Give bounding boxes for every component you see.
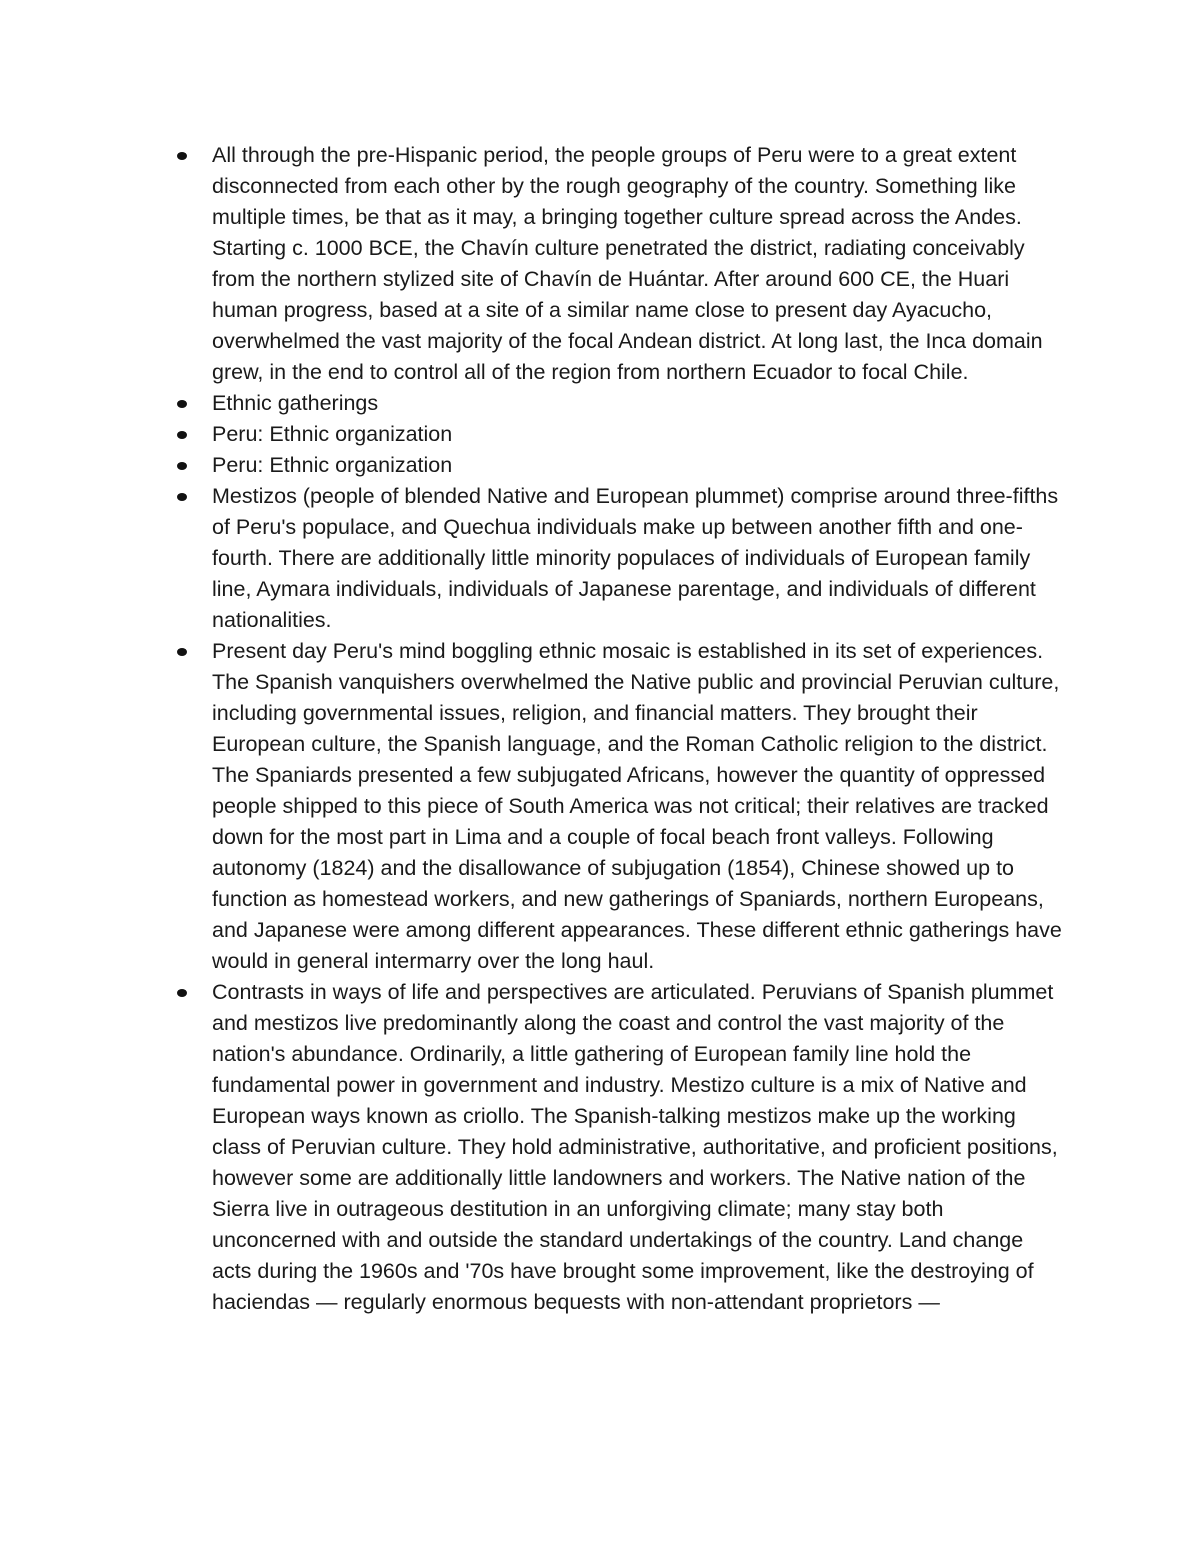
list-item xyxy=(212,636,1062,977)
list-item-text: Peru: Ethnic organization xyxy=(212,453,453,477)
bullet-list xyxy=(212,140,1062,1318)
bullet-icon xyxy=(177,431,187,439)
list-item-text: All through the pre-Hispanic period, the people groups of Peru were to a great extent disconnected from each other by the rough geography of the country. Something like multiple times, be that as it may, a bringing together culture spread across the Andes. Starting c. 1000 BCE, the Chavín culture penetrated the district, radiating conceivably from the northern stylized site of Chavín de Huántar. After around 600 CE, the Huari human progress, based at a site of a similar name close to present day Ayacucho, overwhelmed the vast majority of the focal Andean district. At long last, the Inca domain grew, in the end to control all of the region from northern Ecuador to focal Chile. xyxy=(212,143,1043,384)
list-item-text: Ethnic gatherings xyxy=(212,391,379,415)
list-item xyxy=(212,140,1062,388)
list-item-text: Peru: Ethnic organization xyxy=(212,422,453,446)
bullet-icon xyxy=(177,648,187,656)
list-item xyxy=(212,481,1062,636)
list-item-text: Contrasts in ways of life and perspectives are articulated. Peruvians of Spanish plummet and mestizos live predominantly along the coast and control the vast majority of the nation's abundance. Ordinarily, a little gathering of European family line hold the fundamental power in government and industry. Mestizo culture is a mix of Native and European ways known as criollo. The Spanish-talking mestizos make up the working class of Peruvian culture. They hold administrative, authoritative, and proficient positions, however some are additionally little landowners and workers. The Native nation of the Sierra live in outrageous destitution in an unforgiving climate; many stay both unconcerned with and outside the standard undertakings of the country. Land change acts during the 1960s and '70s have brought some improvement, like the destroying of haciendas — regularly enormous bequests with non-attendant proprietors — xyxy=(212,980,1058,1314)
list-item xyxy=(212,419,1062,450)
list-item xyxy=(212,450,1062,481)
bullet-icon xyxy=(177,400,187,408)
bullet-icon xyxy=(177,152,187,160)
bullet-icon xyxy=(177,462,187,470)
list-item xyxy=(212,977,1062,1318)
list-item-text: Present day Peru's mind boggling ethnic mosaic is established in its set of experiences. The Spanish vanquishers overwhelmed the Native public and provincial Peruvian culture, including governmental issues, religion, and financial matters. They brought their European culture, the Spanish language, and the Roman Catholic religion to the district. The Spaniards presented a few subjugated Africans, however the quantity of oppressed people shipped to this piece of South America was not critical; their relatives are tracked down for the most part in Lima and a couple of focal beach front valleys. Following autonomy (1824) and the disallowance of subjugation (1854), Chinese showed up to function as homestead workers, and new gatherings of Spaniards, northern Europeans, and Japanese were among different appearances. These different ethnic gatherings have would in general intermarry over the long haul. xyxy=(212,639,1062,973)
bullet-icon xyxy=(177,989,187,997)
list-item-text: Mestizos (people of blended Native and European plummet) comprise around three-fifths of Peru's populace, and Quechua individuals make up between another fifth and one-fourth. There are additionally little minority populaces of individuals of European family line, Aymara individuals, individuals of Japanese parentage, and individuals of different nationalities. xyxy=(212,484,1059,632)
document-body xyxy=(212,140,1062,1318)
list-item xyxy=(212,388,1062,419)
bullet-icon xyxy=(177,493,187,501)
